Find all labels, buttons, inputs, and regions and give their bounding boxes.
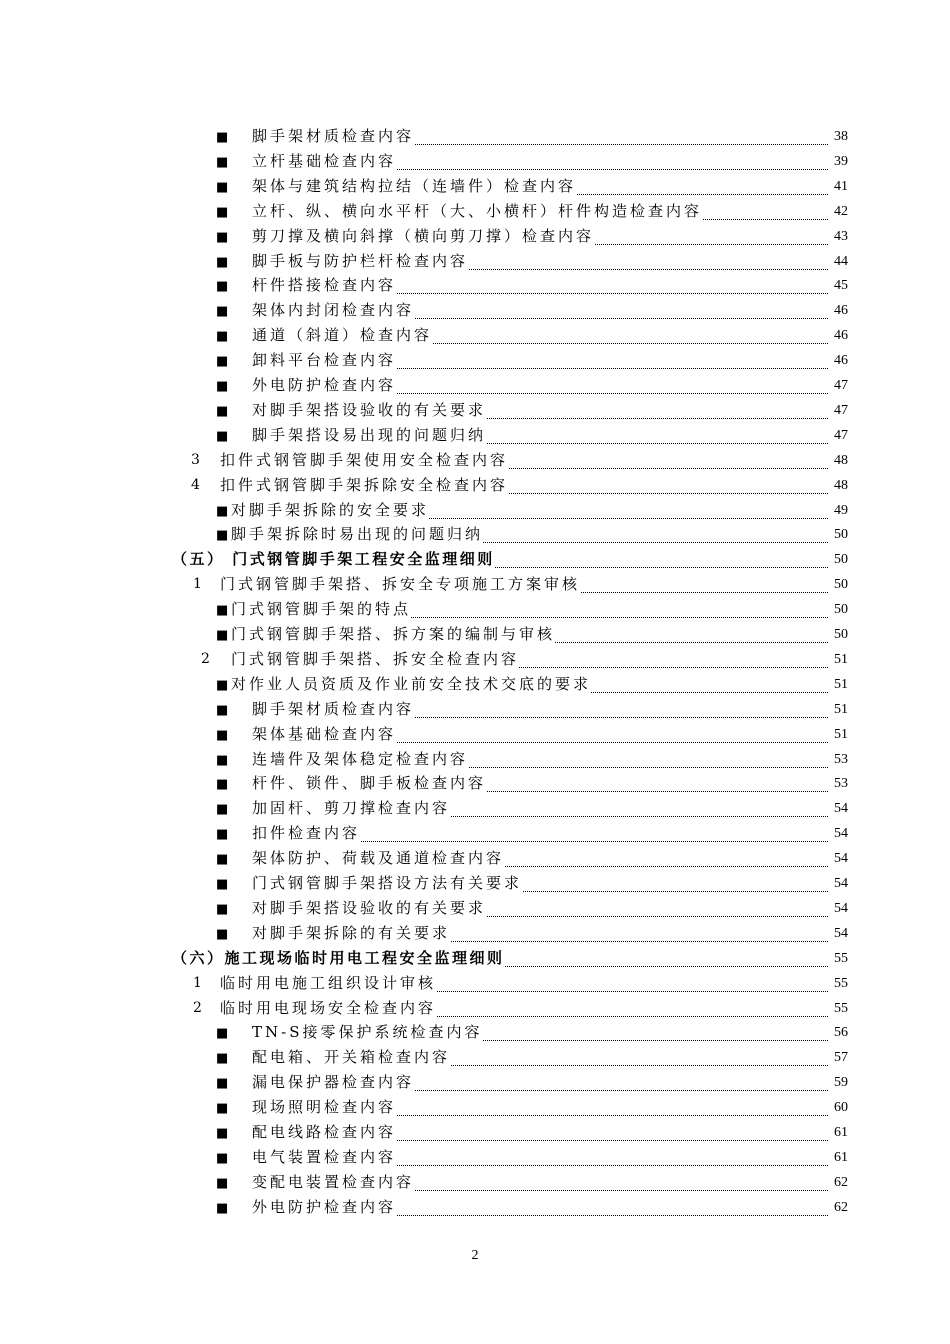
toc-entry-title: 架体基础检查内容 [252, 724, 397, 743]
bullet-square-icon: ■ [216, 752, 229, 768]
toc-entry-page: 42 [834, 203, 848, 219]
toc-entry[interactable] [0, 423, 950, 448]
toc-entry-page: 48 [834, 477, 848, 493]
bullet-square-icon: ■ [216, 1175, 229, 1191]
toc-entry-page: 57 [834, 1050, 848, 1066]
toc-entry[interactable] [0, 672, 950, 697]
bullet-square-icon: ■ [216, 1200, 229, 1216]
bullet-square-icon: ■ [216, 1150, 229, 1166]
toc-entry-title: 卸料平台检查内容 [252, 351, 397, 370]
toc-entry[interactable] [0, 771, 950, 796]
toc-entry-number: 4 [191, 476, 200, 493]
bullet-square-icon: ■ [216, 628, 229, 643]
toc-entry-title: 脚手架拆除时易出现的问题归纳 [231, 525, 484, 544]
toc-entry-page: 50 [834, 527, 848, 543]
toc-entry-number: 2 [193, 999, 202, 1016]
toc-entry-page: 39 [834, 153, 848, 169]
bullet-square-icon: ■ [216, 901, 229, 917]
toc-entry[interactable] [0, 622, 950, 647]
toc-entry-title: 门式钢管脚手架搭、拆安全检查内容 [231, 649, 520, 668]
toc-entry[interactable] [0, 1120, 950, 1145]
toc-entry-page: 62 [834, 1174, 848, 1190]
toc-entry[interactable] [0, 996, 950, 1021]
bullet-square-icon: ■ [216, 677, 229, 693]
toc-entry-page: 44 [834, 253, 848, 269]
toc-entry-page: 46 [834, 303, 848, 319]
bullet-square-icon: ■ [216, 304, 229, 320]
toc-entry-page: 61 [834, 1125, 848, 1140]
toc-entry-title: 配电箱、开关箱检查内容 [252, 1048, 451, 1067]
toc-entry-title: TN-S接零保护系统检查内容 [252, 1023, 483, 1042]
bullet-square-icon: ■ [216, 403, 229, 419]
toc-entry-page: 45 [834, 278, 848, 294]
toc-entry-page: 54 [834, 826, 848, 842]
bullet-square-icon: ■ [216, 179, 229, 195]
toc-entry[interactable] [0, 697, 950, 722]
page-number: 2 [471, 1248, 479, 1263]
toc-entry[interactable] [0, 473, 950, 498]
bullet-square-icon: ■ [216, 130, 229, 145]
toc-entry-page: 54 [834, 851, 848, 867]
bullet-square-icon: ■ [216, 926, 229, 942]
bullet-square-icon: ■ [216, 727, 229, 743]
toc-entry[interactable] [0, 323, 950, 348]
toc-entry-page: 51 [834, 701, 848, 717]
toc-entry-title: 加固杆、剪刀撑检查内容 [252, 799, 451, 818]
toc-entry-number: 1 [193, 974, 202, 991]
toc-entry-title: 扣件式钢管脚手架使用安全检查内容 [220, 450, 509, 469]
bullet-square-icon: ■ [216, 1051, 229, 1067]
toc-section-heading[interactable] [0, 547, 950, 572]
bullet-square-icon: ■ [216, 528, 229, 544]
bullet-square-icon: ■ [216, 329, 229, 345]
toc-entry-title: 立杆、纵、横向水平杆（大、小横杆）杆件构造检查内容 [252, 201, 703, 220]
toc-entry-title: 剪刀撑及横向斜撑（横向剪刀撑）检查内容 [252, 226, 595, 245]
toc-entry[interactable] [0, 1020, 950, 1045]
toc-entry-title: 对脚手架拆除的安全要求 [231, 500, 430, 519]
toc-entry-page: 50 [834, 577, 848, 593]
bullet-square-icon: ■ [216, 354, 229, 370]
toc-entry-page: 54 [834, 900, 848, 916]
toc-entry-page: 53 [834, 751, 848, 767]
toc-entry-title: 连墙件及架体稳定检查内容 [252, 749, 469, 768]
bullet-square-icon: ■ [216, 279, 229, 295]
toc-entry-title: 配电线路检查内容 [252, 1123, 397, 1141]
toc-entry[interactable] [0, 273, 950, 298]
toc-entry[interactable] [0, 971, 950, 996]
bullet-square-icon: ■ [216, 802, 229, 818]
bullet-square-icon: ■ [216, 229, 229, 245]
toc-entry-page: 56 [834, 1025, 848, 1041]
toc-entry[interactable] [0, 1070, 950, 1095]
toc-section-heading[interactable] [0, 946, 950, 971]
toc-entry-title: 扣件检查内容 [252, 824, 361, 843]
toc-entry-title: 立杆基础检查内容 [252, 151, 397, 170]
toc-entry-page: 43 [834, 228, 848, 244]
toc-entry[interactable] [0, 1195, 950, 1220]
toc-entry-title: 通道（斜道）检查内容 [252, 326, 433, 345]
toc-entry-page: 51 [834, 676, 848, 692]
toc-entry[interactable] [0, 597, 950, 622]
toc-entry-title: 外电防护检查内容 [252, 1197, 397, 1216]
bullet-square-icon: ■ [216, 379, 229, 394]
bullet-square-icon: ■ [216, 428, 229, 444]
toc-entry-title: 扣件式钢管脚手架拆除安全检查内容 [220, 475, 509, 494]
bullet-square-icon: ■ [216, 603, 229, 619]
toc-entry-title: 架体内封闭检查内容 [252, 301, 415, 320]
toc-entry-page: 53 [834, 776, 848, 792]
toc-entry-page: 62 [834, 1199, 848, 1215]
toc-entry-title: 漏电保护器检查内容 [252, 1073, 415, 1092]
toc-entry-title: 临时用电施工组织设计审核 [220, 973, 437, 992]
bullet-square-icon: ■ [216, 1076, 229, 1092]
toc-entry-title: 架体防护、荷载及通道检查内容 [252, 849, 505, 868]
toc-entry[interactable] [0, 522, 950, 547]
toc-entry-page: 46 [834, 353, 848, 369]
toc-entry-title: 对脚手架搭设验收的有关要求 [252, 400, 487, 419]
toc-entry-page: 54 [834, 801, 848, 817]
toc-entry-page: 47 [834, 427, 848, 443]
bullet-square-icon: ■ [216, 204, 229, 220]
toc-entry-title: 脚手架搭设易出现的问题归纳 [252, 425, 487, 444]
bullet-square-icon: ■ [216, 154, 229, 170]
toc-entry[interactable] [0, 722, 950, 747]
toc-entry[interactable] [0, 921, 950, 946]
toc-entry-number: 1 [193, 576, 202, 593]
toc-entry[interactable] [0, 348, 950, 373]
toc-entry[interactable] [0, 821, 950, 846]
bullet-square-icon: ■ [216, 254, 229, 270]
toc-entry-page: 47 [834, 402, 848, 418]
toc-entry[interactable] [0, 149, 950, 174]
toc-entry-page: 38 [834, 129, 848, 144]
toc-entry-title: 杆件、锁件、脚手板检查内容 [252, 774, 487, 793]
toc-entry[interactable] [0, 249, 950, 274]
toc-entry-page: 50 [834, 602, 848, 618]
bullet-square-icon: ■ [216, 1101, 229, 1117]
toc-entry-page: 61 [834, 1149, 848, 1165]
toc-entry-page: 51 [834, 651, 848, 667]
toc-entry-title: 门式钢管脚手架搭设方法有关要求 [252, 874, 523, 892]
toc-entry-title: 脚手板与防护栏杆检查内容 [252, 251, 469, 270]
toc-entry-title: 门式钢管脚手架搭、拆安全专项施工方案审核 [220, 575, 581, 594]
toc-entry[interactable] [0, 199, 950, 224]
toc-entry[interactable] [0, 846, 950, 871]
bullet-square-icon: ■ [216, 777, 229, 793]
toc-entry[interactable] [0, 124, 950, 149]
toc-entry-title: 对作业人员资质及作业前安全技术交底的要求 [231, 674, 592, 693]
toc-entry-page: 50 [834, 552, 848, 568]
bullet-square-icon: ■ [216, 1126, 229, 1141]
toc-entry-title: 脚手架材质检查内容 [252, 699, 415, 718]
bullet-square-icon: ■ [216, 503, 229, 519]
toc-entry-title: 杆件搭接检查内容 [252, 276, 397, 295]
toc-entry[interactable] [0, 647, 950, 672]
bullet-square-icon: ■ [216, 702, 229, 718]
toc-entry-title: 门式钢管脚手架搭、拆方案的编制与审核 [231, 625, 556, 643]
toc-entry-page: 47 [834, 378, 848, 393]
toc-entry-number: 3 [191, 451, 200, 468]
toc-entry-page: 49 [834, 502, 848, 518]
toc-entry-title: （六）施工现场临时用电工程安全监理细则 [172, 948, 505, 967]
toc-entry[interactable] [0, 747, 950, 772]
toc-entry-title: 变配电装置检查内容 [252, 1172, 415, 1191]
toc-entry[interactable] [0, 398, 950, 423]
toc-entry-page: 46 [834, 328, 848, 344]
toc-entry-title: 门式钢管脚手架的特点 [231, 600, 412, 619]
toc-entry[interactable] [0, 1095, 950, 1120]
toc-entry-title: 对脚手架搭设验收的有关要求 [252, 898, 487, 917]
bullet-square-icon: ■ [216, 877, 229, 892]
toc-entry-page: 55 [834, 1000, 848, 1016]
toc-entry-page: 48 [834, 452, 848, 468]
bullet-square-icon: ■ [216, 852, 229, 868]
toc-entry-page: 55 [834, 950, 848, 966]
toc-entry-page: 60 [834, 1100, 848, 1116]
toc-entry-number: 2 [201, 650, 210, 667]
toc-entry-page: 54 [834, 876, 848, 891]
toc-entry-page: 59 [834, 1075, 848, 1091]
toc-entry[interactable] [0, 871, 950, 896]
toc-entry-title: 对脚手架拆除的有关要求 [252, 923, 451, 942]
toc-entry-title: 外电防护检查内容 [252, 376, 397, 394]
toc-entry[interactable] [0, 1170, 950, 1195]
toc-entry[interactable] [0, 224, 950, 249]
toc-entry-title: 现场照明检查内容 [252, 1098, 397, 1117]
toc-entry[interactable] [0, 1045, 950, 1070]
toc-entry[interactable] [0, 174, 950, 199]
toc-entry-page: 54 [834, 925, 848, 941]
toc-entry[interactable] [0, 373, 950, 398]
bullet-square-icon: ■ [216, 827, 229, 843]
toc-entry-page: 51 [834, 726, 848, 742]
toc-entry[interactable] [0, 298, 950, 323]
toc-entry[interactable] [0, 498, 950, 523]
toc-entry-title: 临时用电现场安全检查内容 [220, 998, 437, 1017]
toc-entry[interactable] [0, 448, 950, 473]
toc-entry-title: （五） 门式钢管脚手架工程安全监理细则 [172, 550, 495, 569]
toc-entry-title: 脚手架材质检查内容 [252, 127, 415, 145]
toc-entry-page: 41 [834, 178, 848, 194]
toc-entry-title: 电气装置检查内容 [252, 1147, 397, 1166]
toc-entry[interactable] [0, 572, 950, 597]
toc-entry[interactable] [0, 796, 950, 821]
bullet-square-icon: ■ [216, 1026, 229, 1042]
toc-entry[interactable] [0, 1145, 950, 1170]
toc-entry-page: 55 [834, 975, 848, 991]
toc-entry-title: 架体与建筑结构拉结（连墙件）检查内容 [252, 176, 577, 195]
toc-entry-page: 50 [834, 627, 848, 642]
toc-entry[interactable] [0, 896, 950, 921]
